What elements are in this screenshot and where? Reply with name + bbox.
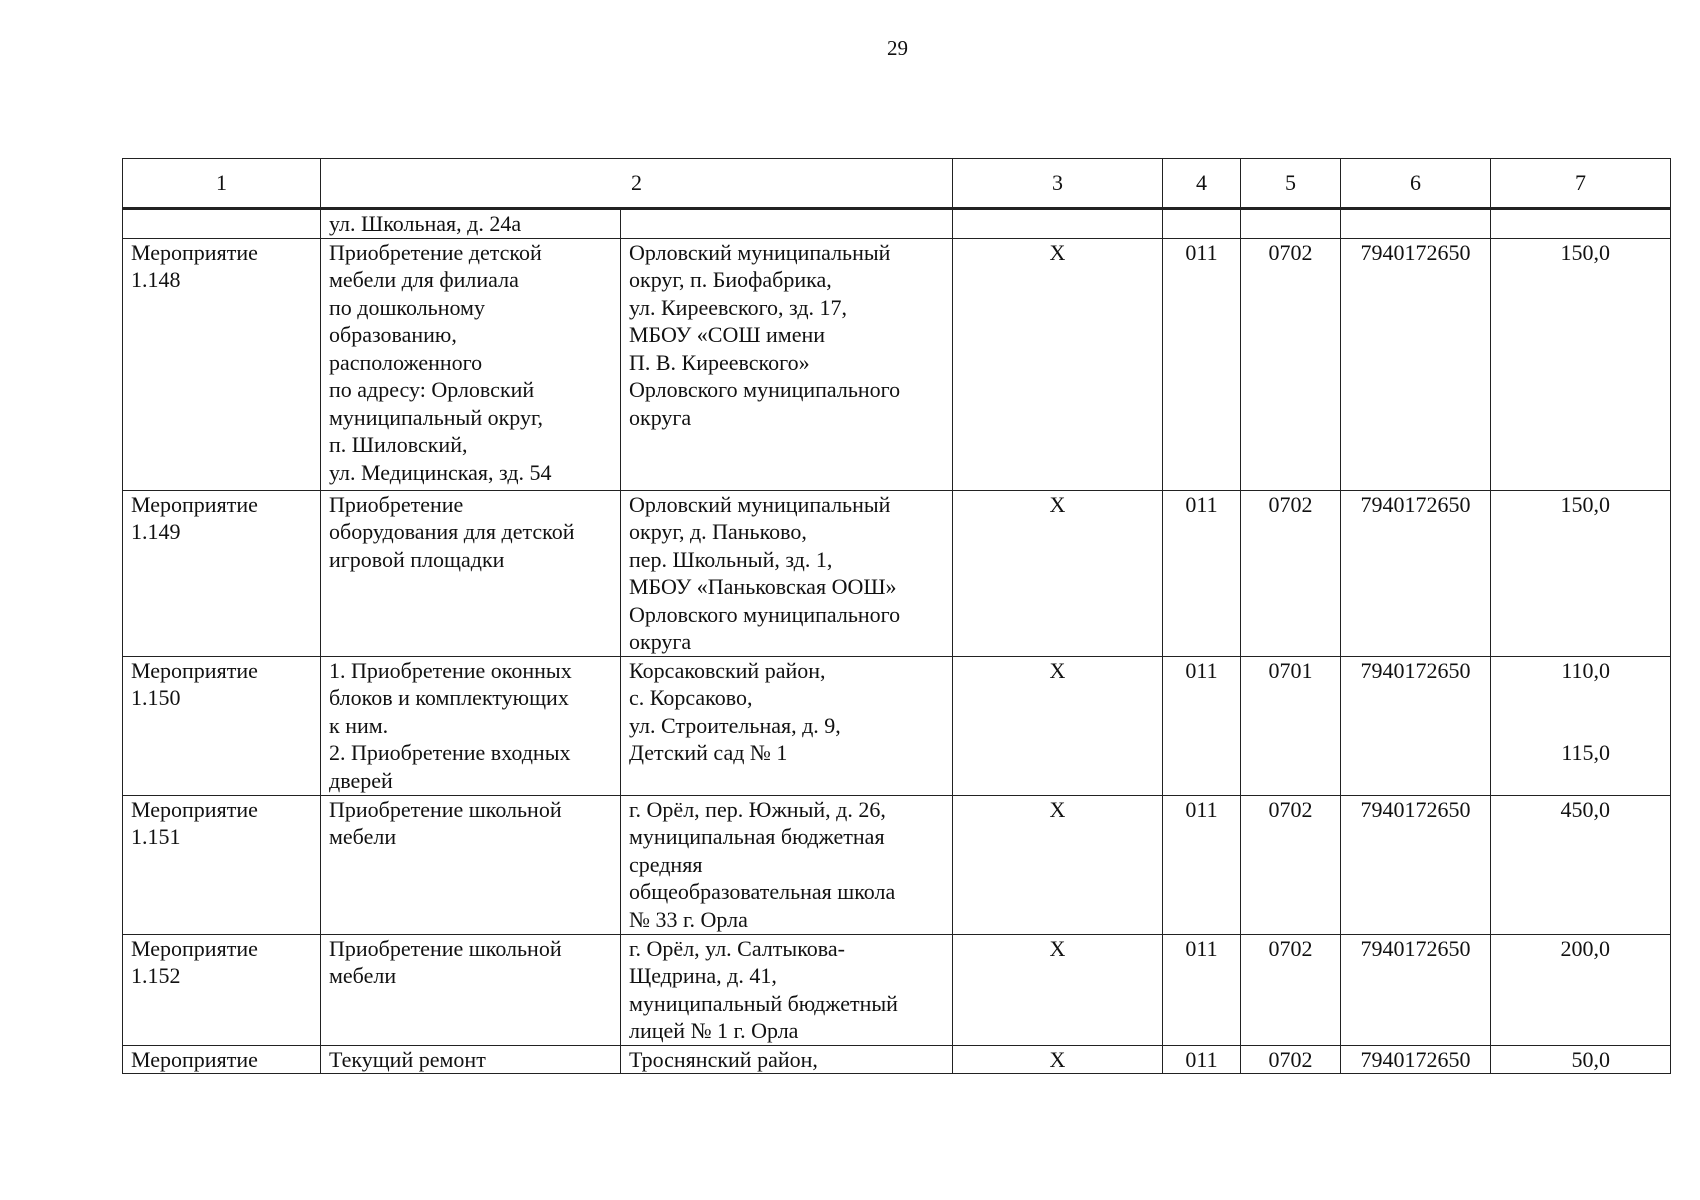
col3-cell [953, 934, 1163, 1045]
event-id-line: 1.148 [131, 267, 181, 292]
col4-cell [1163, 656, 1241, 795]
col3-cell [953, 1045, 1163, 1074]
description-line: дверей [329, 767, 393, 793]
description-line: п. Шиловский, [329, 432, 468, 457]
description-line: мебели для филиала [329, 267, 519, 292]
col5-cell [1241, 1045, 1341, 1074]
address-line: Орловского муниципального [629, 377, 901, 402]
address-line: МБОУ «Паньковская ООШ» [629, 574, 897, 599]
col6-value: 7940172650 [1360, 657, 1471, 683]
col5-cell [1241, 795, 1341, 934]
col5-cell [1241, 656, 1341, 795]
col3-cell [953, 795, 1163, 934]
description-line: Приобретение детской [329, 239, 542, 265]
event-id-line: Мероприятие [131, 239, 258, 265]
id-cell [123, 656, 321, 795]
col4-value: 011 [1185, 657, 1218, 683]
col4-cell [1163, 490, 1241, 656]
description-line: 1. Приобретение оконных [329, 657, 572, 683]
amount-value: 150,0 [1560, 491, 1610, 517]
description-line: по адресу: Орловский [329, 377, 535, 402]
continuation-row [123, 209, 1671, 239]
description-cell [321, 795, 621, 934]
address-line: округа [629, 404, 692, 430]
address-line: муниципальная бюджетная [629, 824, 885, 849]
address-line: ул. Киреевского, зд. 17, [629, 294, 848, 320]
description-line: Приобретение школьной [329, 935, 562, 961]
description-line: блоков и комплектующих [329, 685, 569, 710]
description-line: образованию, [329, 322, 457, 347]
amount-cell [1491, 795, 1671, 934]
id-cell [123, 209, 321, 239]
address-line: округа [629, 629, 692, 654]
address-line: г. Орёл, пер. Южный, д. 26, [629, 796, 886, 822]
id-cell [123, 490, 321, 656]
event-id-line: 1.150 [131, 685, 181, 710]
col3-value: Х [1049, 657, 1066, 683]
amount-value: 150,0 [1560, 239, 1610, 265]
col5-cell [1241, 209, 1341, 239]
table-row [123, 934, 1671, 1045]
description-line: Приобретение [329, 491, 464, 517]
header-cell: 7 [1491, 159, 1671, 209]
address-line: г. Орёл, ул. Салтыкова- [629, 935, 845, 961]
col5-value: 0702 [1268, 491, 1313, 517]
col4-cell [1163, 1045, 1241, 1074]
table-header-row [123, 159, 1671, 209]
amount-value: 115,0 [1561, 740, 1610, 765]
col5-cell [1241, 490, 1341, 656]
col5-value: 0702 [1268, 239, 1313, 265]
event-id-line: Мероприятие [131, 935, 258, 961]
col5-value: 0702 [1268, 1046, 1313, 1072]
col5-value: 0702 [1268, 935, 1313, 961]
col4-cell [1163, 209, 1241, 239]
event-id-line: Мероприятие [131, 491, 258, 517]
col6-value: 7940172650 [1360, 935, 1471, 961]
page-number: 29 [887, 36, 908, 60]
header-cell: 6 [1341, 159, 1491, 209]
address-line: округ, п. Биофабрика, [629, 267, 832, 292]
address-line: лицей № 1 г. Орла [629, 1018, 799, 1043]
description-line: мебели [329, 963, 397, 988]
address-line: МБОУ «СОШ имени [629, 322, 826, 347]
col3-cell [953, 209, 1163, 239]
description-line: по дошкольному [329, 294, 485, 320]
amount-cell [1491, 209, 1671, 239]
address-line: общеобразовательная школа [629, 879, 896, 904]
id-cell [123, 934, 321, 1045]
amount-value: 110,0 [1561, 657, 1610, 683]
col4-cell [1163, 934, 1241, 1045]
col6-value: 7940172650 [1360, 796, 1471, 822]
col4-cell [1163, 238, 1241, 490]
address-cell [621, 795, 953, 934]
description-cell [321, 1045, 621, 1074]
id-cell [123, 795, 321, 934]
col3-value: Х [1049, 239, 1066, 265]
col4-value: 011 [1185, 491, 1218, 517]
description-line: ул. Школьная, д. 24а [329, 211, 522, 236]
address-cell [621, 238, 953, 490]
col3-cell [953, 238, 1163, 490]
address-line: округ, д. Паньково, [629, 519, 807, 544]
col4-value: 011 [1185, 796, 1218, 822]
header-cell: 1 [123, 159, 321, 209]
col6-value: 7940172650 [1360, 239, 1471, 265]
col4-value: 011 [1185, 1046, 1218, 1072]
description-line: 2. Приобретение входных [329, 740, 571, 765]
description-line: Текущий ремонт [329, 1046, 486, 1072]
amount-cell [1491, 934, 1671, 1045]
col6-cell [1341, 795, 1491, 934]
address-cell [621, 490, 953, 656]
address-cell [621, 209, 953, 239]
col3-value: Х [1049, 1046, 1066, 1072]
description-line: Приобретение школьной [329, 796, 562, 822]
address-line: пер. Школьный, зд. 1, [629, 546, 833, 572]
description-line: ул. Медицинская, зд. 54 [329, 459, 552, 485]
budget-table [122, 158, 1671, 1074]
address-line: № 33 г. Орла [629, 906, 748, 932]
col4-cell [1163, 795, 1241, 934]
table-row [123, 1045, 1671, 1074]
address-line: Детский сад № 1 [629, 740, 788, 765]
col5-value: 0701 [1268, 657, 1313, 683]
event-id-line: 1.151 [131, 824, 181, 849]
address-cell [621, 656, 953, 795]
header-cell: 4 [1163, 159, 1241, 209]
address-line: средняя [629, 851, 703, 877]
address-line: Корсаковский район, [629, 657, 826, 683]
col6-cell [1341, 656, 1491, 795]
col6-cell [1341, 490, 1491, 656]
description-line: к ним. [329, 712, 389, 738]
amount-cell [1491, 238, 1671, 490]
table-row [123, 490, 1671, 656]
description-line: муниципальный округ, [329, 404, 544, 430]
col6-cell [1341, 238, 1491, 490]
id-cell [123, 238, 321, 490]
col5-cell [1241, 238, 1341, 490]
table-body [123, 209, 1671, 1074]
header-cell: 5 [1241, 159, 1341, 209]
event-id-line: 1.149 [131, 519, 181, 544]
amount-spacer [1499, 684, 1610, 712]
table-row [123, 795, 1671, 934]
col4-value: 011 [1185, 239, 1218, 265]
event-id-line: Мероприятие [131, 657, 258, 683]
amount-value: 200,0 [1560, 935, 1610, 961]
col6-value: 7940172650 [1360, 491, 1471, 517]
address-line: ул. Строительная, д. 9, [629, 712, 841, 738]
col4-value: 011 [1185, 935, 1218, 961]
amount-cell [1491, 1045, 1671, 1074]
col3-cell [953, 490, 1163, 656]
address-line: Орловский муниципальный [629, 239, 891, 265]
amount-cell [1491, 490, 1671, 656]
col5-cell [1241, 934, 1341, 1045]
description-cell [321, 209, 621, 239]
description-cell [321, 934, 621, 1045]
event-id-line: Мероприятие [131, 1046, 258, 1072]
event-id-line: Мероприятие [131, 796, 258, 822]
address-cell [621, 1045, 953, 1074]
address-line: Орловский муниципальный [629, 491, 891, 517]
col6-value: 7940172650 [1360, 1046, 1471, 1072]
address-line: Щедрина, д. 41, [629, 963, 777, 988]
description-line: расположенного [329, 349, 483, 375]
description-cell [321, 490, 621, 656]
address-line: Троснянский район, [629, 1046, 818, 1072]
header-cell: 2 [321, 159, 953, 209]
address-line: муниципальный бюджетный [629, 990, 898, 1016]
address-cell [621, 934, 953, 1045]
description-line: мебели [329, 824, 397, 849]
description-cell [321, 238, 621, 490]
description-line: оборудования для детской [329, 519, 575, 544]
address-line: с. Корсаково, [629, 685, 753, 710]
amount-value: 450,0 [1560, 796, 1610, 822]
id-cell [123, 1045, 321, 1074]
table-row [123, 656, 1671, 795]
table-row [123, 238, 1671, 490]
col3-value: Х [1049, 796, 1066, 822]
col6-cell [1341, 209, 1491, 239]
col3-value: Х [1049, 491, 1066, 517]
address-line: Орловского муниципального [629, 601, 901, 627]
description-line: игровой площадки [329, 546, 505, 572]
col6-cell [1341, 934, 1491, 1045]
address-line: П. В. Киреевского» [629, 349, 810, 375]
col5-value: 0702 [1268, 796, 1313, 822]
col3-cell [953, 656, 1163, 795]
header-cell: 3 [953, 159, 1163, 209]
col3-value: Х [1049, 935, 1066, 961]
amount-value: 50,0 [1571, 1046, 1610, 1072]
event-id-line: 1.152 [131, 963, 181, 988]
description-cell [321, 656, 621, 795]
amount-cell [1491, 656, 1671, 795]
amount-spacer [1499, 712, 1610, 740]
col6-cell [1341, 1045, 1491, 1074]
